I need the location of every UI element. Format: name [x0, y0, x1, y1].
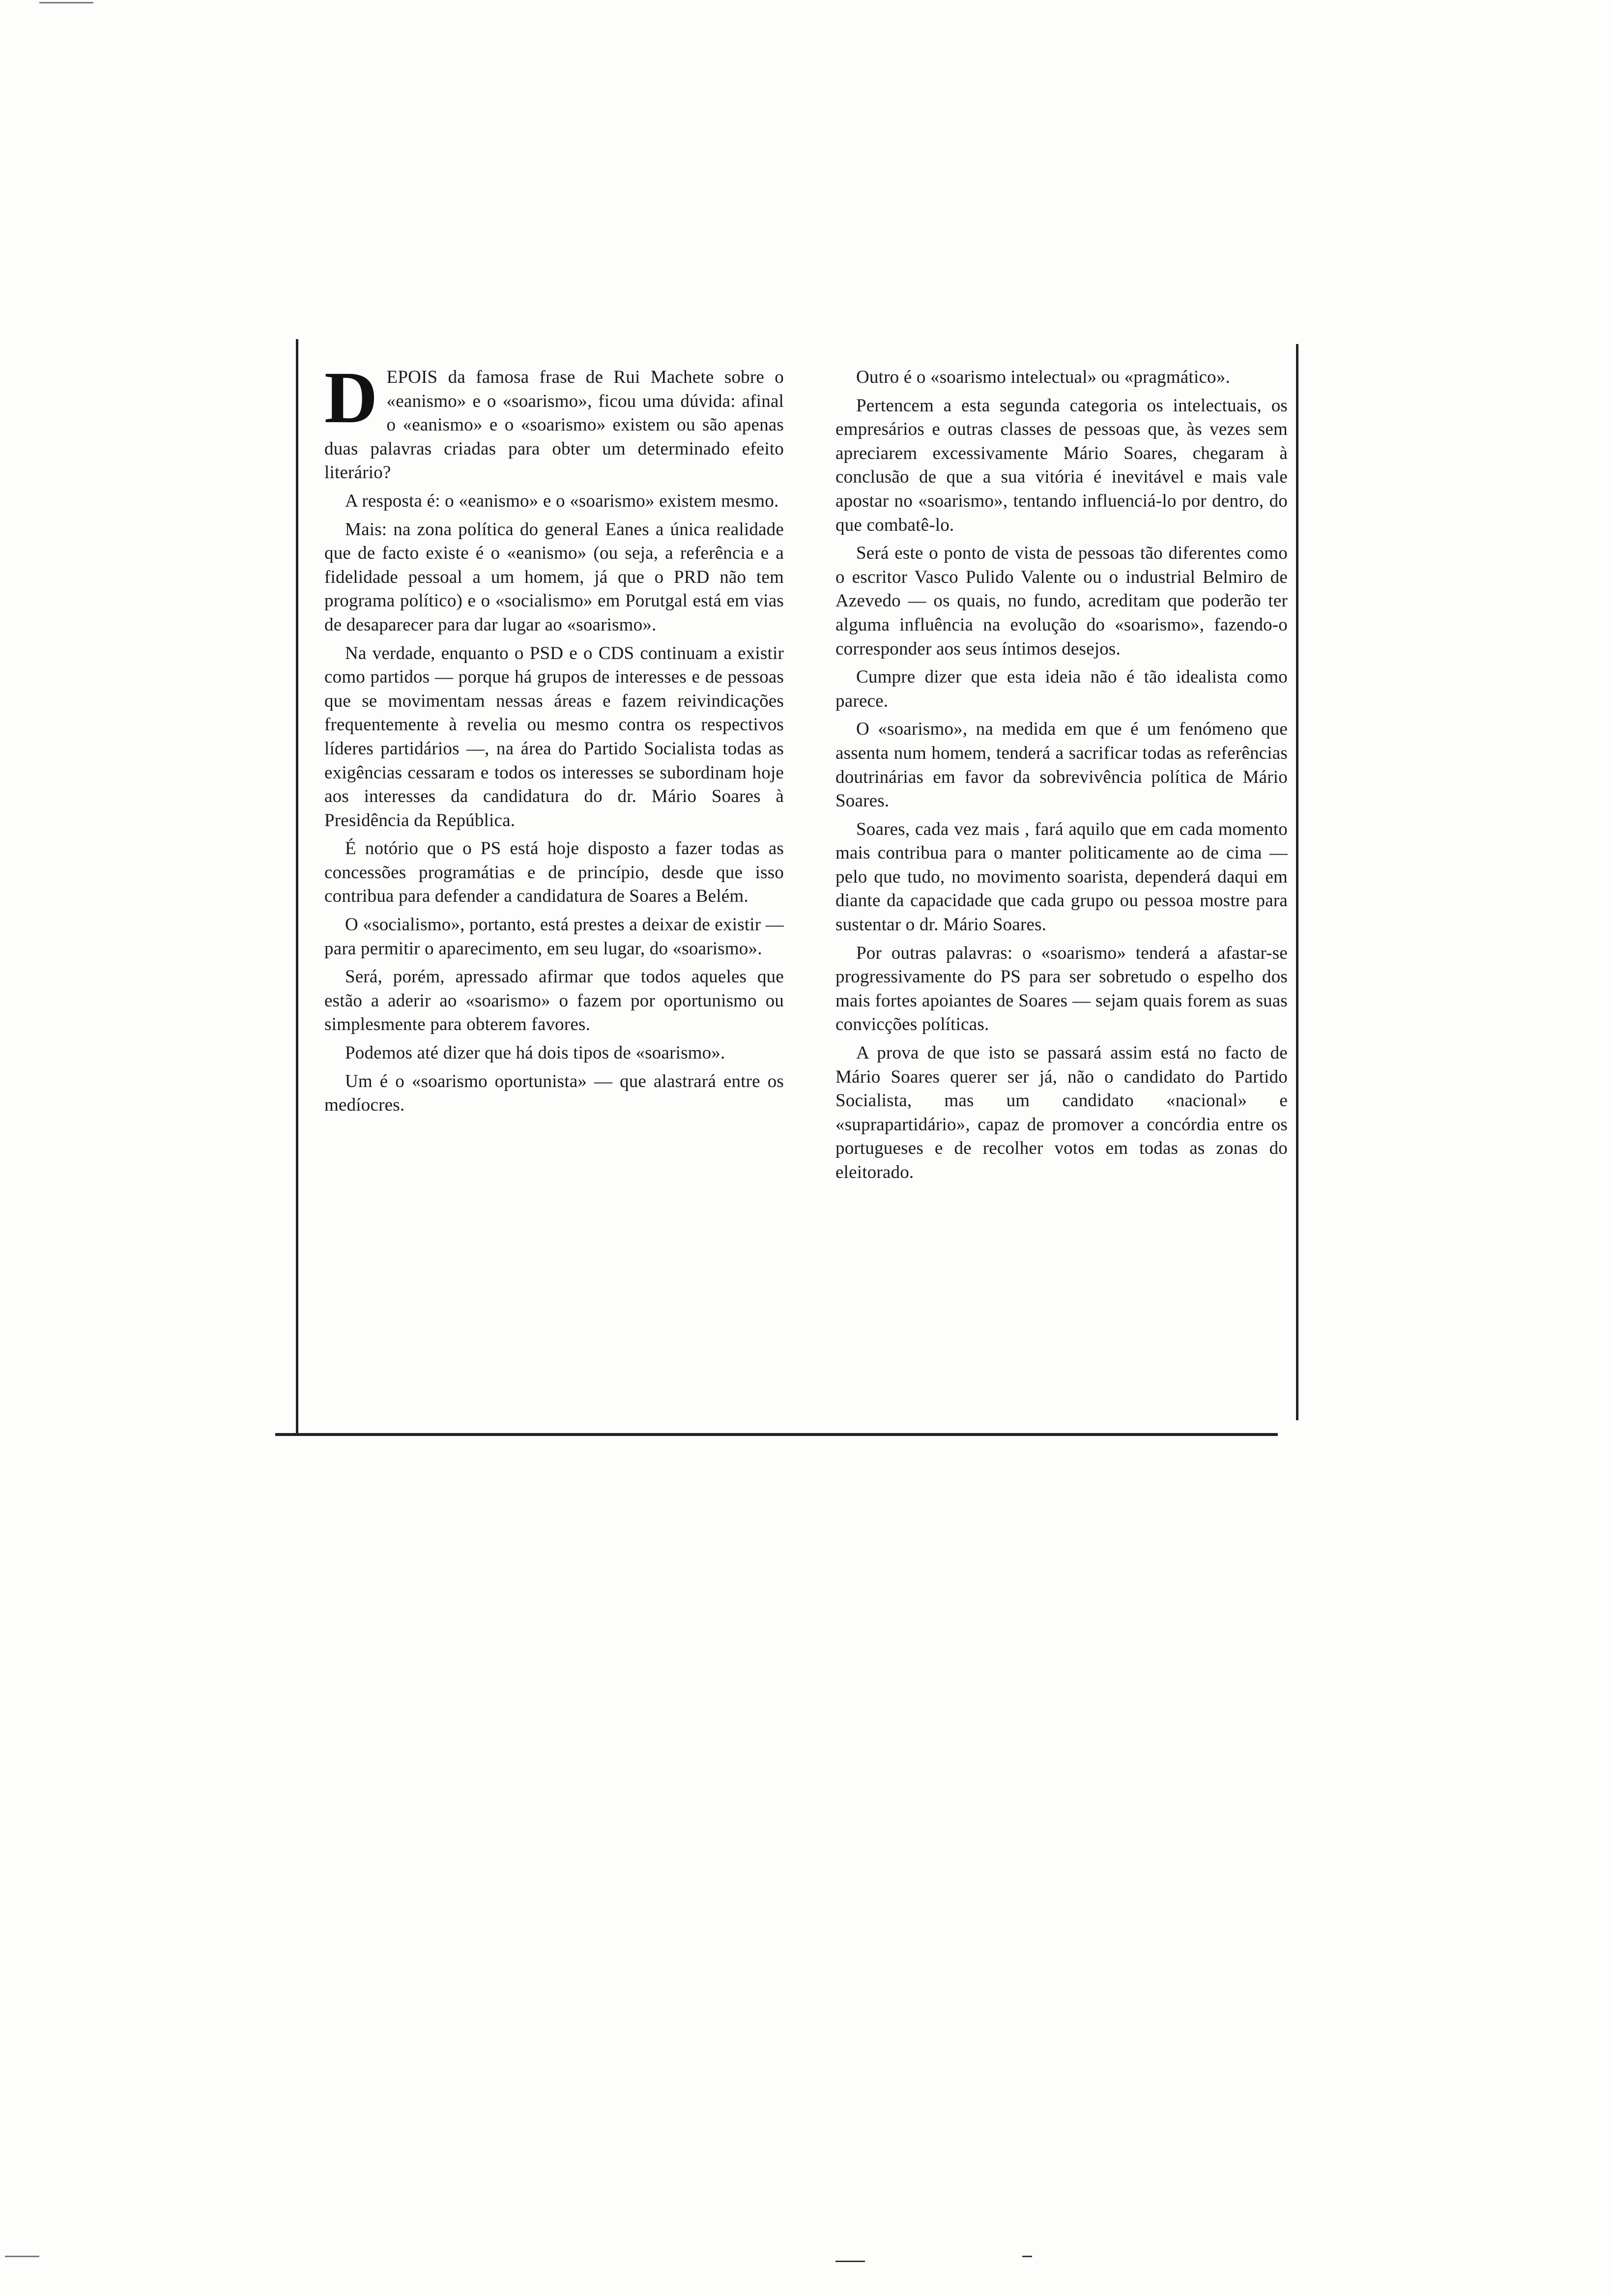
article-paragraph: Um é o «soarismo oportunista» — que alastrará entre os medíocres.: [324, 1071, 784, 1116]
article-paragraph: Na verdade, enquanto o PSD e o CDS continuam a existir como partidos — porque há grupos de interesses e de pessoas que se movimentam nessas áreas e fazem reivindicações frequentemente à revelia ou mesmo contra os respectivos líderes partidários —, na área do Partido Socialista todas as exigências cessaram e todos os interesses se subordinam hoje aos interesses da candidatura do dr. Mário Soares à Presidência da República.: [324, 643, 784, 831]
scan-mark: [1022, 2256, 1032, 2257]
article-paragraph: Outro é o «soarismo intelectual» ou «pragmático».: [856, 367, 1230, 387]
article-paragraph: É notório que o PS está hoje disposto a fazer todas as concessões programátias e de princípio, desde que isso contribua para defender a candidatura de Soares a Belém.: [324, 838, 784, 907]
article-paragraph: Será este o ponto de vista de pessoas tão diferentes como o escritor Vasco Pulido Valente ou o industrial Belmiro de Azevedo — os quais, no fundo, acreditam que poderão ter alguma influência na evolução do «soarismo», fazendo-o corresponder aos seus íntimos desejos.: [835, 543, 1288, 659]
article-column-right: [835, 366, 1288, 1189]
article-paragraph: Por outras palavras: o «soarismo» tenderá a afastar-se progressivamente do PS para ser sobretudo o espelho dos mais fortes apoiantes de Soares — sejam quais forem as suas convicções políticas.: [835, 943, 1288, 1035]
article-paragraph: O «soarismo», na medida em que é um fenómeno que assenta num homem, tenderá a sacrificar todas as referências doutrinárias em favor da sobrevivência política de Mário Soares.: [835, 719, 1288, 811]
article-paragraph: Pertencem a esta segunda categoria os intelectuais, os empresários e outras classes de pessoas que, às vezes sem apreciarem excessivamente Mário Soares, chegaram à conclusão de que a sua vitória é inevitável e mais vale apostar no «soarismo», tentando influenciá-lo por dentro, do que combatê-lo.: [835, 395, 1288, 535]
drop-cap: D: [324, 357, 378, 438]
article-paragraph: O «socialismo», portanto, está prestes a deixar de existir — para permitir o aparecimento, em seu lugar, do «soarismo».: [324, 915, 784, 959]
article-column-left: [324, 357, 784, 1122]
scan-mark: [5, 2256, 39, 2257]
article-paragraph: Soares, cada vez mais , fará aquilo que em cada momento mais contribua para o manter politicamente ao de cima — pelo que tudo, no movimento soarista, dependerá daqui em diante da capacidade que cada grupo ou pessoa mostre para sustentar o dr. Mário Soares.: [835, 819, 1288, 935]
article-paragraph: A prova de que isto se passará assim está no facto de Mário Soares querer ser já, não o candidato do Partido Socialista, mas um candidato «nacional» e «suprapartidário», capaz de promover a concórdia entre os portugueses e de recolher votos em todas as zonas do eleitorado.: [835, 1043, 1288, 1182]
article-paragraph: Cumpre dizer que esta ideia não é tão idealista como parece.: [835, 667, 1288, 711]
lead-text: EPOIS da famosa frase de Rui Machete sobre o «eanismo» e o «soarismo», ficou uma dúvida: afinal o «eanismo» e o «soarismo» existem ou são apenas duas palavras criadas para obter um determinado efeito literário?: [324, 367, 784, 483]
article-paragraph: A resposta é: o «eanismo» e o «soarismo» existem mesmo.: [345, 490, 779, 511]
clipping-border-bottom: [275, 1433, 1278, 1436]
article-lead-paragraph: [324, 357, 784, 485]
clipping-border-right: [1296, 344, 1298, 1420]
newspaper-clipping: [275, 339, 1297, 1445]
scan-mark: [835, 2261, 865, 2262]
article-paragraph: Podemos até dizer que há dois tipos de «soarismo».: [345, 1043, 725, 1063]
clipping-border-left: [296, 339, 298, 1435]
article-paragraph: Mais: na zona política do general Eanes a única realidade que de facto existe é o «eanismo» (ou seja, a referência e a fidelidade pessoal a um homem, já que o PRD não tem programa político) e o «socialismo» em Porutgal está em vias de desaparecer para dar lugar ao «soarismo».: [324, 519, 784, 635]
scan-mark: [39, 2, 93, 3]
article-paragraph: Será, porém, apressado afirmar que todos aqueles que estão a aderir ao «soarismo» o fazem por oportunismo ou simplesmente para obterem favores.: [324, 967, 784, 1035]
